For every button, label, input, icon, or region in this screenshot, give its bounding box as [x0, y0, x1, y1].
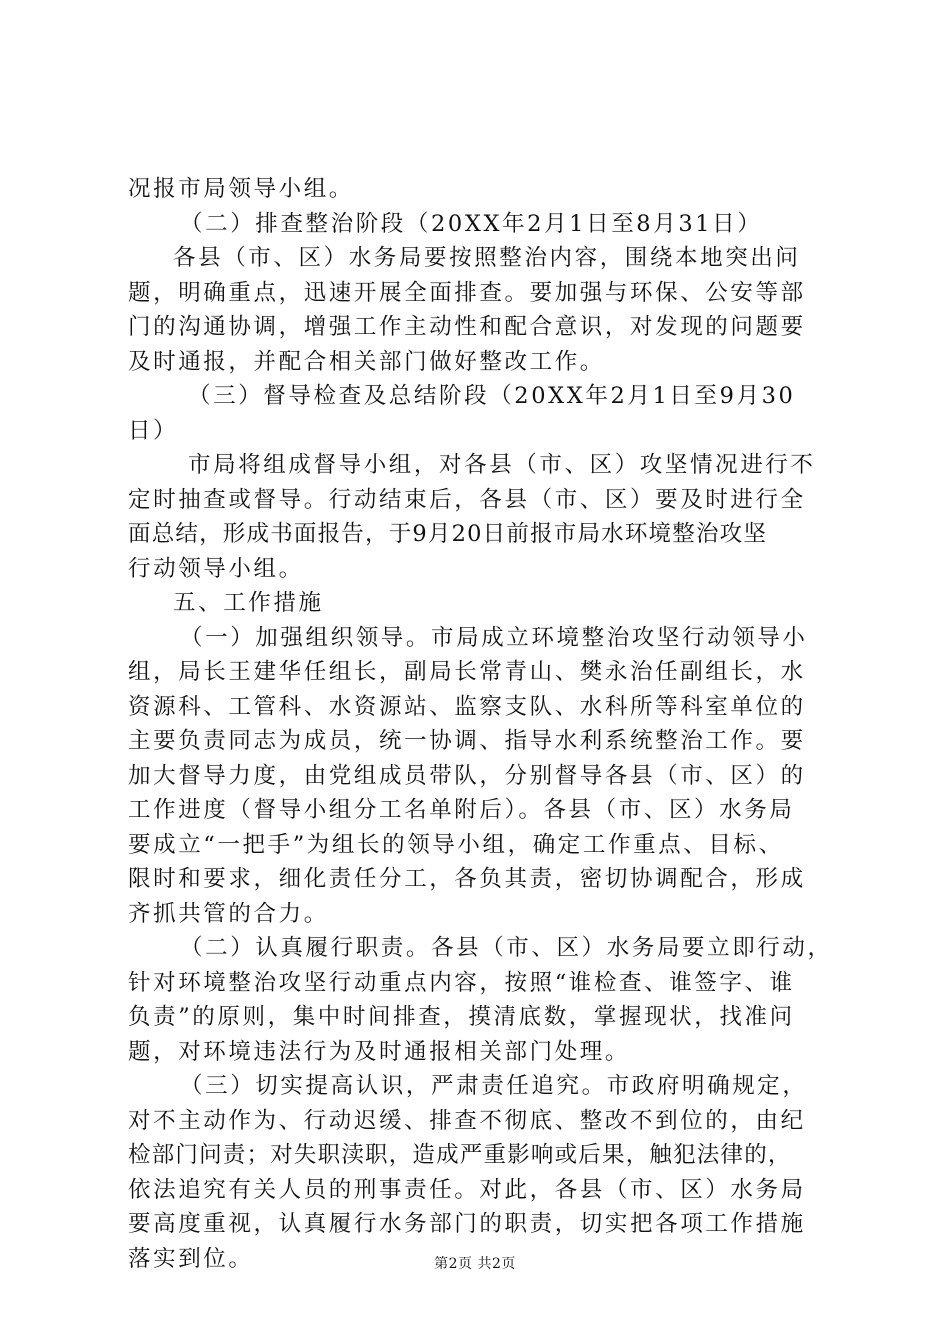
- text-line: （一）加强组织领导。市局成立环境整治攻坚行动领导小: [180, 624, 808, 651]
- text-line: 门的沟通协调，增强工作主动性和配合意识，对发现的问题要: [128, 314, 806, 340]
- text-line: 要高度重视，认真履行水务部门的职责，切实把各项工作措施: [128, 1211, 806, 1237]
- text-line: 对不主动作为、行动迟缓、排查不彻底、整改不到位的，由纪: [128, 1107, 806, 1134]
- text-line: 依法追究有关人员的刑事责任。对此，各县（市、区）水务局: [128, 1176, 806, 1203]
- text-line: 工作进度（督导小组分工名单附后）。各县（市、区）水务局: [128, 797, 795, 823]
- page-footer: [0, 1253, 950, 1273]
- text-line: 针对环境整治攻坚行动重点内容，按照“谁检查、谁签字、谁: [128, 969, 795, 996]
- text-line: 及时通报，并配合相关部门做好整改工作。: [128, 348, 605, 375]
- document-body: [128, 172, 832, 1276]
- text-line: 面总结，形成书面报告，于9月20日前报市局水环境整治攻坚: [128, 521, 768, 547]
- text-line: 组，局长王建华任组长，副局长常青山、樊永治任副组长，水: [128, 659, 806, 685]
- text-line: 落实到位。: [128, 1245, 254, 1272]
- text-line: 要成立“一把手”为组长的领导小组，确定工作重点、目标、: [128, 831, 784, 858]
- text-line: （三）切实提高认识，严肃责任追究。市政府明确规定，: [180, 1073, 808, 1099]
- text-line: 各县（市、区）水务局要按照整治内容，围绕本地突出问: [173, 245, 801, 271]
- text-line: 定时抽查或督导。行动结束后，各县（市、区）要及时进行全: [128, 486, 806, 513]
- section-heading: （二）排查整治阶段（20XX年2月1日至8月31日）: [180, 210, 763, 237]
- section-heading: 五、工作措施: [173, 590, 324, 616]
- text-line: 题，对环境违法行为及时通报相关部门处理。: [128, 1038, 631, 1065]
- text-line: 加大督导力度，由党组成员带队，分别督导各县（市、区）的: [128, 762, 806, 789]
- section-heading: （三）督导检查及总结阶段（20XX年2月1日至9月30: [188, 383, 796, 409]
- text-line: 限时和要求，细化责任分工，各负其责，密切协调配合，形成: [128, 866, 806, 892]
- text-line: 负责”的原则，集中时间排查，摸清底数，掌握现状，找准问: [128, 1004, 795, 1030]
- page-number: 第2页 共2页: [434, 1256, 516, 1272]
- text-line: （二）认真履行职责。各县（市、区）水务局要立即行动，: [180, 935, 833, 961]
- text-line: 市局将组成督导小组，对各县（市、区）攻坚情况进行不: [188, 452, 816, 478]
- text-line: 主要负责同志为成员，统一协调、指导水利系统整治工作。要: [128, 728, 806, 754]
- text-line: 行动领导小组。: [128, 555, 304, 582]
- text-line: 日）: [128, 417, 179, 444]
- text-line: 齐抓共管的合力。: [128, 900, 329, 927]
- text-line: 况报市局领导小组。: [128, 176, 354, 202]
- text-line: 题，明确重点，迅速开展全面排查。要加强与环保、公安等部: [128, 279, 806, 306]
- text-line: 检部门问责；对失职渎职，造成严重影响或后果，触犯法律的，: [128, 1142, 792, 1168]
- text-line: 资源科、工管科、水资源站、监察支队、水科所等科室单位的: [128, 693, 806, 720]
